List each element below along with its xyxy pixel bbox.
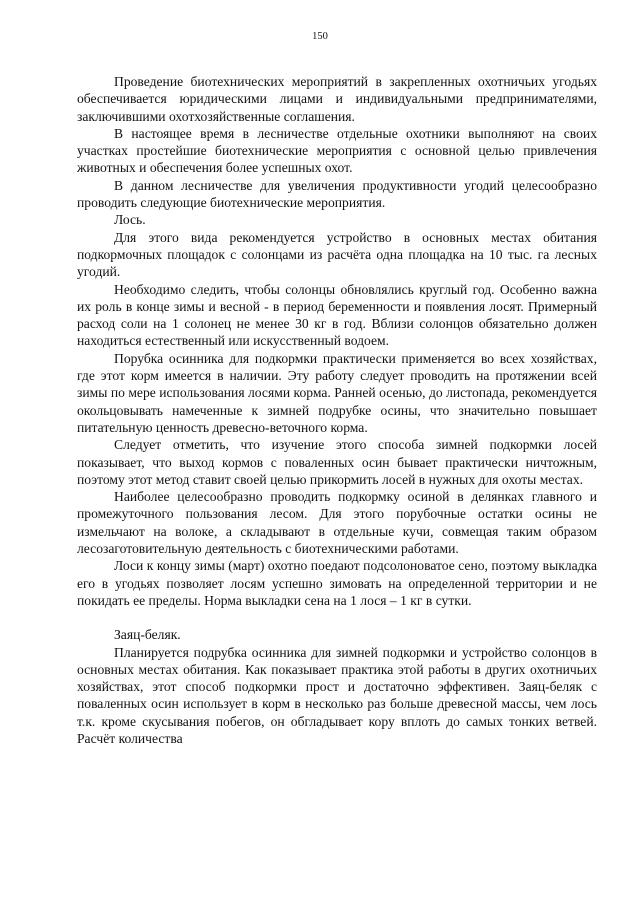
- paragraph: Планируется подрубка осинника для зимней подкормки и устройство солонцов в основных местах обитания. Как показывает практика этой работы в других охотничьих хозяйствах, этот способ подкормки прост и достаточно эффективен. Заяц-беляк с поваленных осин использует в корм в несколько раз больше древесной массы, чем лось т.к. кроме скусывания побегов, он обгладывает кору вплоть до самых тонких ветвей. Расчёт количества: [77, 644, 597, 746]
- paragraph: Для этого вида рекомендуется устройство в основных местах обитания подкормочных площадок с солонцами из расчёта одна площадка на 10 тыс. га лесных угодий.: [77, 229, 597, 280]
- paragraph: В данном лесничестве для увеличения продуктивности угодий целесообразно проводить следующие биотехнические мероприятия.: [77, 177, 597, 211]
- document-body: [77, 73, 597, 747]
- section-heading-moose: Лось.: [114, 212, 146, 228]
- paragraph-gap: [77, 609, 597, 626]
- paragraph: Порубка осинника для подкормки практически применяется во всех хозяйствах, где этот корм имеется в наличии. Эту работу следует проводить на протяжении всей зимы по мере использования лосями корма. Ранней осенью, до листопада, рекомендуется окольцовывать намеченные к зимней подрубке осины, что значительно повышает питательную ценность древесно-веточного корма.: [77, 350, 597, 435]
- paragraph: Следует отметить, что изучение этого способа зимней подкормки лосей показывает, что выход кормов с поваленных осин бывает практически ничтожным, поэтому этот метод ставит своей целью прикормить лосей в нужных для охоты местах.: [77, 437, 597, 487]
- paragraph: Проведение биотехнических мероприятий в закрепленных охотничьих угодьях обеспечивается юридическими лицами и индивидуальными предпринимателями, заключившими охотхозяйственные соглашения.: [77, 74, 597, 124]
- paragraph: Необходимо следить, чтобы солонцы обновлялись круглый год. Особенно важна их роль в конце зимы и весной - в период беременности и появления лосят. Примерный расход соли на 1 солонец не менее 30 кг в год. Вблизи солонцов обязательно должен находиться естественный или искусственный водоем.: [77, 281, 597, 349]
- paragraph: Наиболее целесообразно проводить подкормку осиной в делянках главного и промежуточного пользования лесом. Для этого порубочные остатки осины не измельчают на волоке, а складывают в отдельные кучи, совмещая таким образом лесозаготовительную деятельность с биотехническими работами.: [77, 489, 597, 557]
- paragraph: В настоящее время в лесничестве отдельные охотники выполняют на своих участках простейшие биотехнические мероприятия с основной целью привлечения животных и обеспечения более успешных охот.: [77, 125, 597, 176]
- page-number: 150: [312, 31, 328, 42]
- section-heading-hare: Заяц-беляк.: [114, 627, 181, 643]
- paragraph: Лоси к концу зимы (март) охотно поедают подсолоноватое сено, поэтому выкладка его в угодьях позволяет лосям успешно зимовать на определенной территории и не покидать ее пределы. Норма выкладки сена на 1 лося – 1 кг в сутки.: [77, 558, 597, 608]
